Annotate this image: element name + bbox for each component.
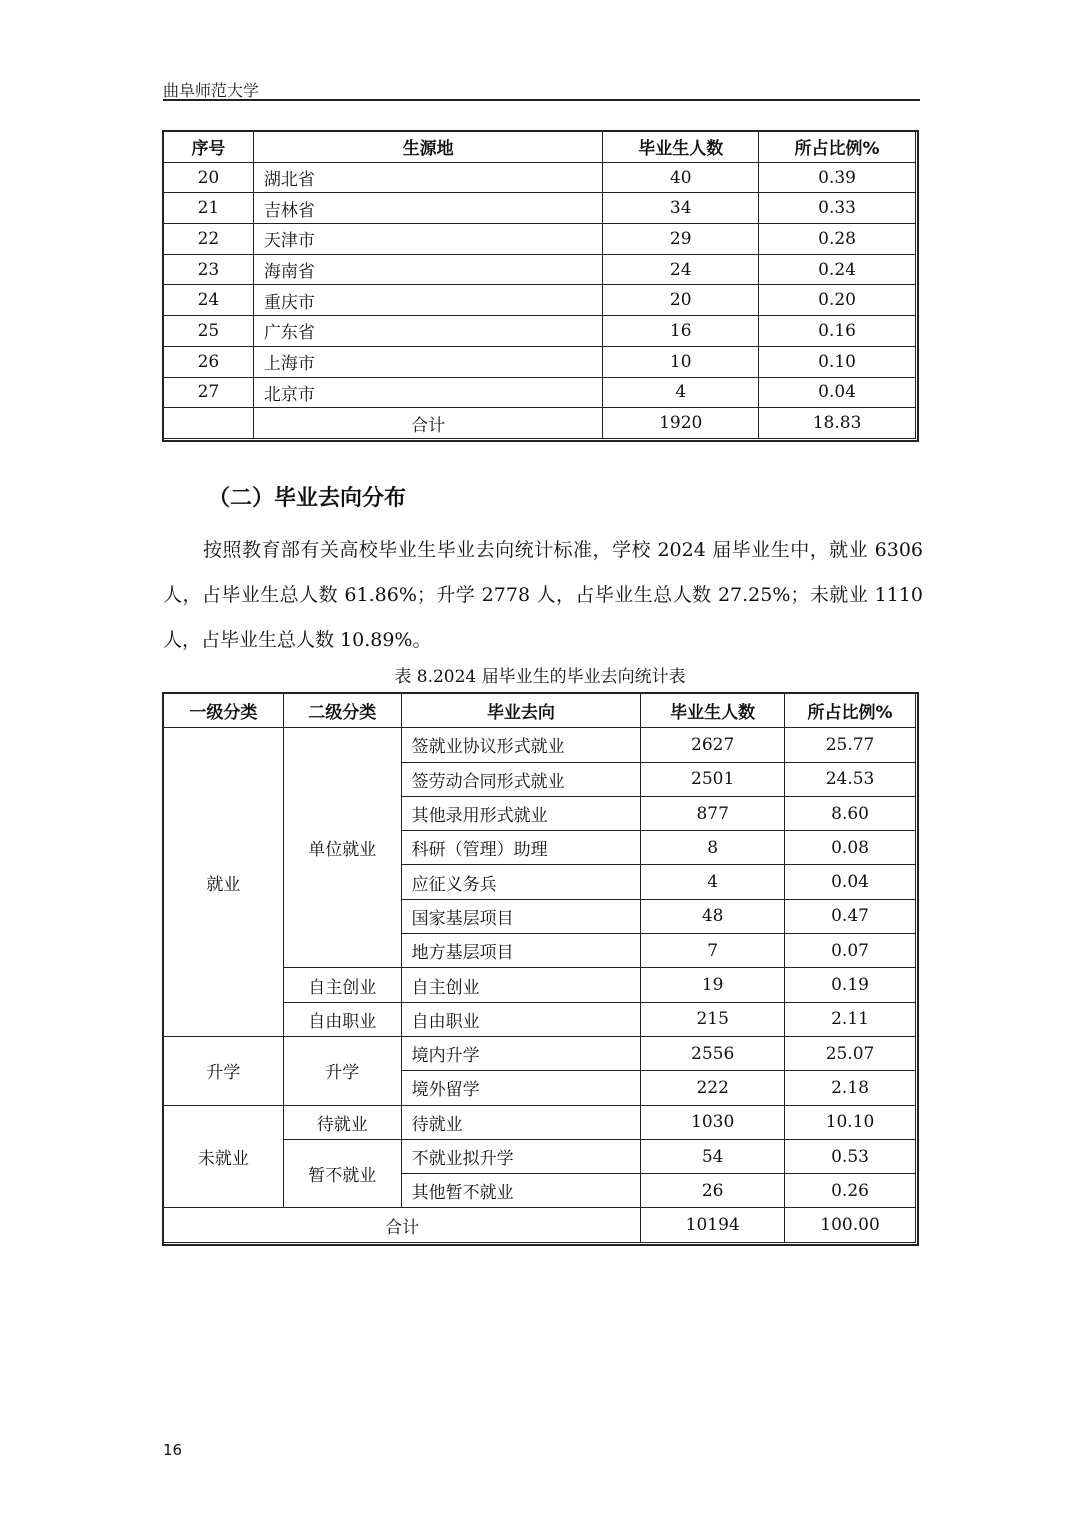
header-title: 曲阜师范大学 — [163, 81, 260, 100]
table-row — [164, 193, 916, 224]
destination: 签就业协议形式就业 — [401, 728, 641, 762]
ratio: 0.04 — [785, 865, 916, 899]
column-header: 毕业去向 — [401, 694, 641, 728]
region-name: 天津市 — [253, 224, 602, 255]
destination: 其他暂不就业 — [401, 1174, 641, 1208]
graduate-count: 26 — [641, 1174, 785, 1208]
ratio: 0.04 — [759, 377, 916, 408]
total-label: 合计 — [164, 1208, 641, 1242]
ratio: 0.39 — [759, 162, 916, 193]
ratio: 0.24 — [759, 254, 916, 285]
ratio: 24.53 — [785, 762, 916, 796]
total-label: 合计 — [253, 408, 602, 439]
ratio: 25.77 — [785, 728, 916, 762]
graduate-count: 10 — [603, 346, 759, 377]
graduate-count: 40 — [603, 162, 759, 193]
column-header: 所占比例% — [785, 694, 916, 728]
row-index: 23 — [164, 254, 254, 285]
total-ratio: 18.83 — [759, 408, 916, 439]
graduate-count: 215 — [641, 1002, 785, 1036]
graduate-count: 19 — [641, 968, 785, 1002]
ratio: 0.53 — [785, 1139, 916, 1173]
destination: 科研（管理）助理 — [401, 831, 641, 865]
column-header: 所占比例% — [759, 132, 916, 163]
column-header: 毕业生人数 — [603, 132, 759, 163]
secondary-category: 待就业 — [283, 1105, 401, 1139]
graduate-count: 8 — [641, 831, 785, 865]
table-row — [164, 377, 916, 408]
ratio: 2.11 — [785, 1002, 916, 1036]
table-header-row — [164, 132, 916, 163]
row-index: 22 — [164, 224, 254, 255]
primary-category: 就业 — [164, 728, 284, 1037]
row-index: 27 — [164, 377, 254, 408]
graduate-count: 2627 — [641, 728, 785, 762]
graduate-count: 16 — [603, 316, 759, 347]
table-total-row — [164, 408, 916, 439]
graduate-count: 54 — [641, 1139, 785, 1173]
graduate-count: 2501 — [641, 762, 785, 796]
section-heading: （二）毕业去向分布 — [208, 486, 407, 511]
secondary-category: 单位就业 — [283, 728, 401, 968]
ratio: 0.20 — [759, 285, 916, 316]
primary-category: 升学 — [164, 1036, 284, 1105]
graduate-count: 222 — [641, 1071, 785, 1105]
total-count: 10194 — [641, 1208, 785, 1242]
column-header: 二级分类 — [283, 694, 401, 728]
destination-table — [163, 693, 916, 1243]
graduate-count: 1030 — [641, 1105, 785, 1139]
ratio: 0.08 — [785, 831, 916, 865]
region-name: 海南省 — [253, 254, 602, 285]
region-name: 湖北省 — [253, 162, 602, 193]
row-index: 21 — [164, 193, 254, 224]
secondary-category: 暂不就业 — [283, 1139, 401, 1208]
primary-category: 未就业 — [164, 1105, 284, 1208]
total-ratio: 100.00 — [785, 1208, 916, 1242]
ratio: 0.07 — [785, 934, 916, 968]
ratio: 0.26 — [785, 1174, 916, 1208]
ratio: 0.47 — [785, 899, 916, 933]
graduate-count: 20 — [603, 285, 759, 316]
region-name: 重庆市 — [253, 285, 602, 316]
table-row — [164, 224, 916, 255]
region-name: 北京市 — [253, 377, 602, 408]
total-count: 1920 — [603, 408, 759, 439]
table-row — [164, 728, 916, 762]
destination: 其他录用形式就业 — [401, 796, 641, 830]
table-row — [164, 162, 916, 193]
ratio: 0.10 — [759, 346, 916, 377]
ratio: 0.16 — [759, 316, 916, 347]
table-row — [164, 346, 916, 377]
secondary-category: 自主创业 — [283, 968, 401, 1002]
column-header: 序号 — [164, 132, 254, 163]
graduate-count: 4 — [603, 377, 759, 408]
empty-cell — [164, 408, 254, 439]
graduate-count: 29 — [603, 224, 759, 255]
graduate-count: 877 — [641, 796, 785, 830]
graduate-count: 24 — [603, 254, 759, 285]
column-header: 毕业生人数 — [641, 694, 785, 728]
destination: 国家基层项目 — [401, 899, 641, 933]
header-rule — [163, 99, 920, 101]
table-row — [164, 1105, 916, 1139]
page-number: 16 — [163, 1441, 183, 1459]
ratio: 0.28 — [759, 224, 916, 255]
graduate-count: 4 — [641, 865, 785, 899]
destination: 应征义务兵 — [401, 865, 641, 899]
table-caption: 表 8.2024 届毕业生的毕业去向统计表 — [394, 667, 686, 687]
table-total-row — [164, 1208, 916, 1242]
table-header-row — [164, 694, 916, 728]
table-row — [164, 254, 916, 285]
secondary-category: 升学 — [283, 1036, 401, 1105]
table-row — [164, 1036, 916, 1070]
graduate-count: 34 — [603, 193, 759, 224]
table-row — [164, 316, 916, 347]
destination: 自主创业 — [401, 968, 641, 1002]
paragraph-text: 按照教育部有关高校毕业生毕业去向统计标准，学校 2024 届毕业生中，就业 6306 人，占毕业生总人数 61.86%；升学 2778 人，占毕业生总人数 27.25%；未就业 1110 人，占毕业生总人数 10.89%。 — [163, 539, 923, 651]
destination: 境外留学 — [401, 1071, 641, 1105]
ratio: 25.07 — [785, 1036, 916, 1070]
secondary-category: 自由职业 — [283, 1002, 401, 1036]
row-index: 24 — [164, 285, 254, 316]
destination: 签劳动合同形式就业 — [401, 762, 641, 796]
graduate-count: 48 — [641, 899, 785, 933]
region-name: 上海市 — [253, 346, 602, 377]
region-name: 广东省 — [253, 316, 602, 347]
column-header: 生源地 — [253, 132, 602, 163]
destination: 境内升学 — [401, 1036, 641, 1070]
ratio: 8.60 — [785, 796, 916, 830]
ratio: 2.18 — [785, 1071, 916, 1105]
destination: 不就业拟升学 — [401, 1139, 641, 1173]
column-header: 一级分类 — [164, 694, 284, 728]
destination: 地方基层项目 — [401, 934, 641, 968]
row-index: 20 — [164, 162, 254, 193]
ratio: 0.33 — [759, 193, 916, 224]
ratio: 10.10 — [785, 1105, 916, 1139]
graduate-count: 7 — [641, 934, 785, 968]
destination: 待就业 — [401, 1105, 641, 1139]
row-index: 25 — [164, 316, 254, 347]
source-region-table — [163, 131, 916, 439]
table-row — [164, 285, 916, 316]
destination: 自由职业 — [401, 1002, 641, 1036]
row-index: 26 — [164, 346, 254, 377]
region-name: 吉林省 — [253, 193, 602, 224]
graduate-count: 2556 — [641, 1036, 785, 1070]
ratio: 0.19 — [785, 968, 916, 1002]
body-paragraph — [163, 528, 923, 663]
